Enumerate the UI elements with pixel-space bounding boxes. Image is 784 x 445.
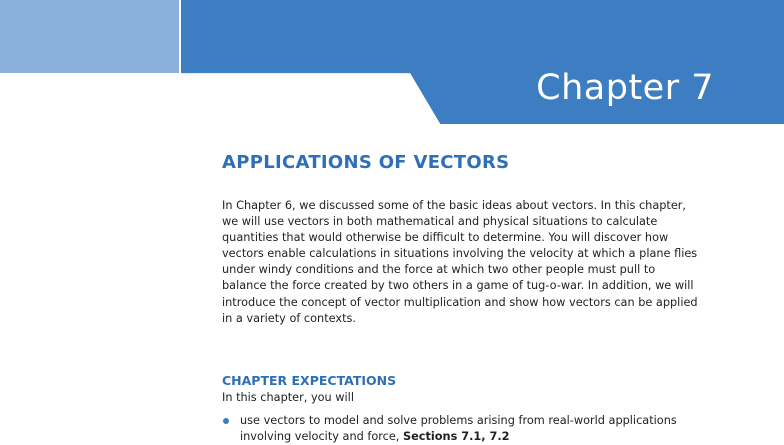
bullet-icon	[223, 418, 229, 424]
expectations-list	[222, 413, 702, 445]
expectations-heading: CHAPTER EXPECTATIONS	[222, 373, 397, 388]
intro-paragraph: In Chapter 6, we discussed some of the basic ideas about vectors. In this chapter, we will use vectors in both mathematical and physical situations to calculate quantities that would otherwise be difficult to determine. You will discover how vectors enable calculations in situations involving the velocity at which a plane flies under windy conditions and the force at which two other people must pull to balance the force created by two others in a game of tug-o-war. In addition, we will introduce the concept of vector multiplication and show how vectors can be applied in a variety of contexts.	[222, 199, 698, 325]
expectations-lead: In this chapter, you will	[222, 391, 354, 404]
expectation-sections: Sections 7.1, 7.2	[403, 430, 510, 443]
expectation-item	[222, 413, 702, 445]
chapter-title: APPLICATIONS OF VECTORS	[222, 152, 510, 173]
expectation-text: use vectors to model and solve problems arising from real-world applications involving velocity and force,	[240, 414, 677, 443]
banner-left-block	[0, 0, 179, 73]
chapter-number: Chapter 7	[536, 68, 714, 108]
